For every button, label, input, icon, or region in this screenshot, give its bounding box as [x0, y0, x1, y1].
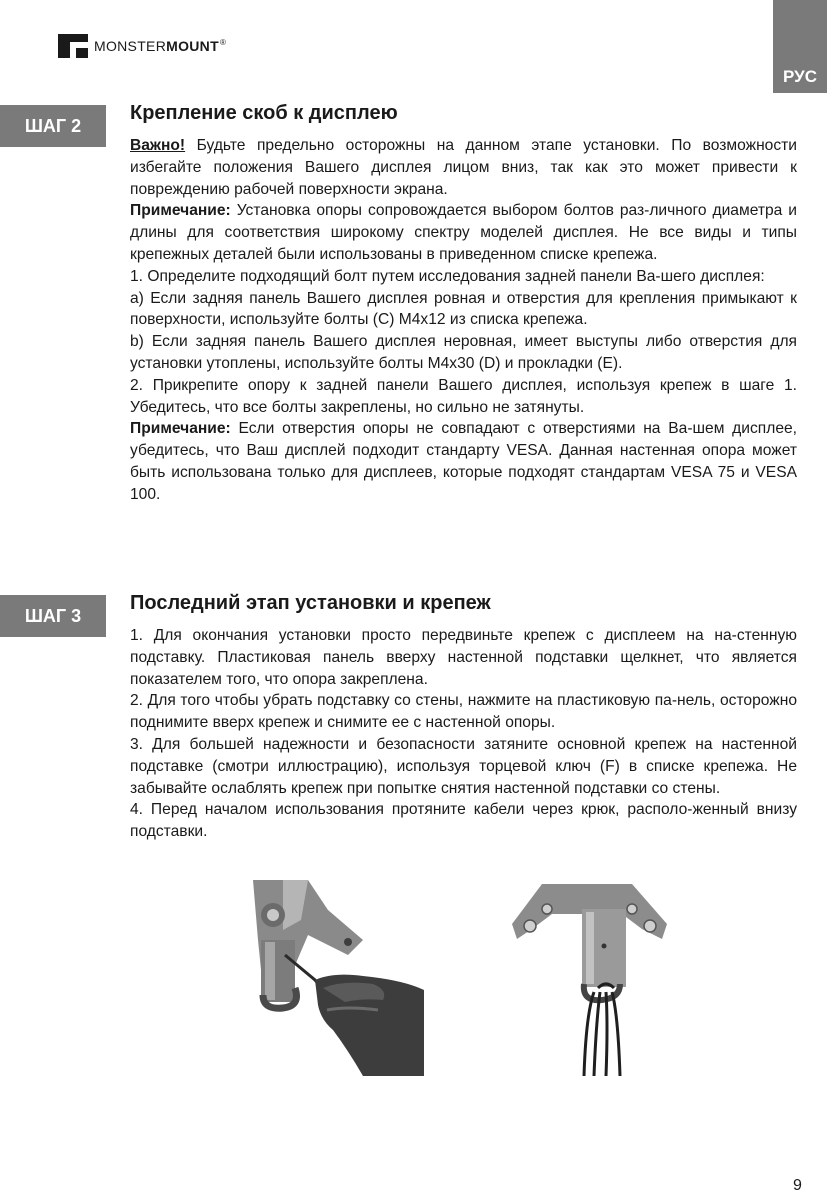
note1-text: Установка опоры сопровождается выбором болтов раз-личного диаметра и длины для соответствия широкому спектру моделей дисплея. Не все виды и типы крепежных деталей были использованы в приведенном списке крепежа. — [130, 202, 797, 263]
step2-important — [130, 135, 797, 200]
note2-label: Примечание: — [130, 420, 231, 438]
photo-cables-through-hook — [502, 884, 672, 1076]
note2-text: Если отверстия опоры не совпадают с отверстиями на Ва-шем дисплее, убедитесь, что Ваш дисплей подходит стандарту VESA. Данная настенная опора может быть использована только для дисплеев, которые подходят стандартам VESA 75 и VESA 100. — [130, 420, 797, 503]
step3-item1: 1. Для окончания установки просто передвиньте крепеж с дисплеем на на-стенную подставку. Пластиковая панель вверху настенной подставки щелкнет, что является показателем того, что опора закреплена. — [130, 627, 797, 688]
step2-item2: 2. Прикрепите опору к задней панели Вашего дисплея, используя крепеж в шаге 1. Убедитесь, что все болты закреплены, но сильно не затянуты. — [130, 376, 797, 416]
step2-note2 — [130, 418, 797, 505]
step2-item1a: a) Если задняя панель Вашего дисплея ровная и отверстия для крепления примыкают к поверхности, используйте болты (C) M4x12 из списка крепежа. — [130, 289, 797, 329]
brand-name — [94, 38, 226, 54]
photo-tightening-fastener — [253, 880, 424, 1076]
note1-label: Примечание: — [130, 202, 231, 220]
important-label: Важно! — [130, 137, 186, 154]
page-number: 9 — [793, 1177, 802, 1194]
step2-item1: 1. Определите подходящий болт путем исследования задней панели Ва-шего дисплея: — [130, 267, 765, 285]
language-tab-label: РУС — [783, 67, 817, 86]
step3-section — [130, 591, 797, 843]
step2-section — [130, 101, 797, 506]
step2-title: Крепление скоб к дисплею — [130, 102, 398, 124]
brand-registered-mark: ® — [219, 38, 227, 47]
step3-item2: 2. Для того чтобы убрать подставку со стены, нажмите на пластиковую па-нель, осторожно поднимите вверх крепеж и снимите ее с настенной опоры. — [130, 692, 797, 732]
brand-name-light: MONSTER — [94, 38, 167, 54]
brand-logo-mark-icon — [58, 34, 88, 58]
language-tab — [773, 0, 827, 93]
important-text: Будьте предельно осторожны на данном этапе установки. По возможности избегайте положения Вашего дисплея лицом вниз, так как это может привести к повреждению рабочей поверхности экрана. — [130, 137, 797, 198]
brand-name-bold: MOUNT — [166, 38, 219, 54]
step3-item4: 4. Перед началом использования протяните кабели через крюк, располо-женный внизу подставки. — [130, 801, 797, 841]
step2-tab — [0, 105, 106, 147]
step3-title: Последний этап установки и крепеж — [130, 592, 491, 614]
step2-item1b: b) Если задняя панель Вашего дисплея неровная, имеет выступы либо отверстия для установки утоплены, используйте болты M4x30 (D) и прокладки (E). — [130, 333, 797, 372]
step3-tab — [0, 595, 106, 637]
step2-tab-label: ШАГ 2 — [24, 115, 82, 136]
step3-tab-label: ШАГ 3 — [24, 605, 82, 626]
step2-note1 — [130, 200, 797, 265]
brand-logo — [58, 34, 226, 58]
step3-item3: 3. Для большей надежности и безопасности затяните основной крепеж на настенной подставке (смотри иллюстрацию), используя торцевой ключ (F) в списке крепежа. Не забывайте ослаблять крепеж при попытке снятия настенной подставки со стены. — [130, 735, 797, 797]
